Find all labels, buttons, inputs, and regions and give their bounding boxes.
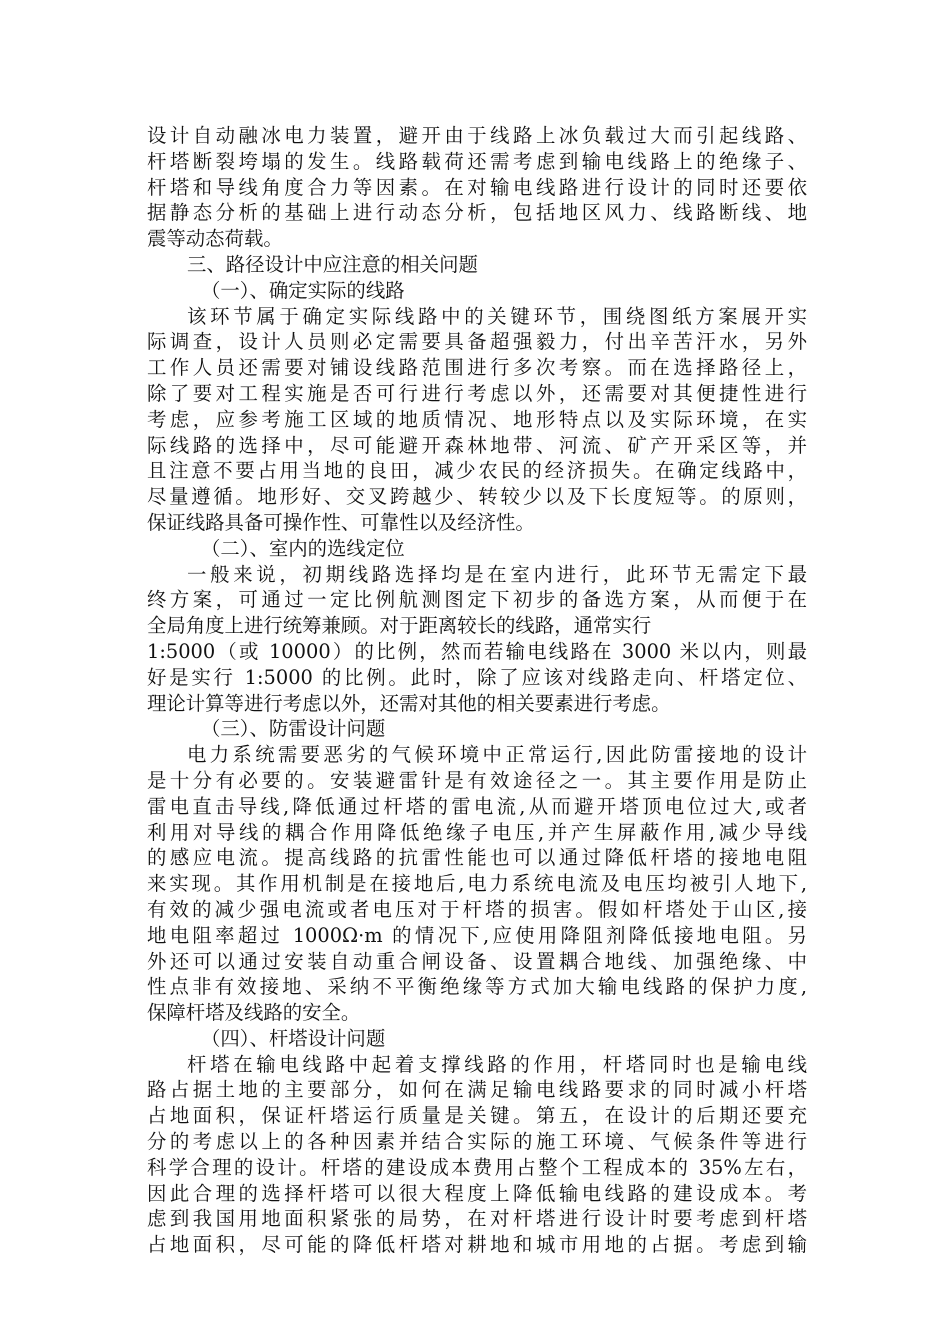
- text-line: 占地面积，保证杆塔运行质量是关键。第五，在设计的后期还要充: [147, 1104, 807, 1128]
- text-line: 理论计算等进行考虑以外，还需对其他的相关要素进行考虑。: [147, 691, 671, 715]
- text-line: 保障杆塔及线路的安全。: [147, 1001, 361, 1025]
- text-line: 电力系统需要恶劣的气候环境中正常运行,因此防雷接地的设计: [187, 743, 807, 767]
- text-line: 好是实行 1:5000 的比例。此时，除了应该对线路走向、杆塔定位、: [147, 665, 807, 689]
- section-heading: （二）、室内的选线定位: [201, 536, 405, 560]
- text-line: 占地面积，尽可能的降低杆塔对耕地和城市用地的占据。考虑到输: [147, 1233, 807, 1257]
- text-line: 除了要对工程实施是否可行进行考虑以外，还需要对其便捷性进行: [147, 381, 807, 405]
- text-line: 来实现。其作用机制是在接地后,电力系统电流及电压均被引人地下,: [147, 872, 807, 896]
- text-line: 虑到我国用地面积紧张的局势，在对杆塔进行设计时要考虑到杆塔: [147, 1207, 807, 1231]
- text-line: 科学合理的设计。杆塔的建设成本费用占整个工程成本的 35%左右，: [147, 1155, 807, 1179]
- section-heading: （三）、防雷设计问题: [201, 717, 386, 741]
- text-line: 利用对导线的耦合作用降低绝缘子电压,并产生屏蔽作用,减少导线: [147, 820, 807, 844]
- text-line: 震等动态荷载。: [147, 227, 283, 251]
- text-line: 路占据土地的主要部分，如何在满足输电线路要求的同时减小杆塔: [147, 1078, 807, 1102]
- text-line: 杆塔断裂垮塌的发生。线路载荷还需考虑到输电线路上的绝缘子、: [147, 149, 807, 173]
- section-heading: 三、路径设计中应注意的相关问题: [187, 252, 478, 276]
- text-line: 全局角度上进行统筹兼顾。对于距离较长的线路，通常实行: [147, 614, 652, 638]
- text-line: 该环节属于确定实际线路中的关键环节，围绕图纸方案展开实: [187, 304, 807, 328]
- text-line: 工作人员还需要对铺设线路范围进行多次考察。而在选择路径上，: [147, 356, 807, 380]
- text-line: 的感应电流。提高线路的抗雷性能也可以通过降低杆塔的接地电阻: [147, 846, 807, 870]
- text-line: 一般来说，初期线路选择均是在室内进行，此环节无需定下最: [187, 562, 807, 586]
- text-line: 际线路的选择中，尽可能避开森林地带、河流、矿产开采区等，并: [147, 433, 807, 457]
- text-line: 尽量遵循。地形好、交叉跨越少、转较少以及下长度短等。的原则，: [147, 485, 807, 509]
- text-line: 性点非有效接地、采纳不平衡绝缘等方式加大输电线路的保护力度,: [147, 975, 807, 999]
- text-line: 雷电直击导线,降低通过杆塔的雷电流,从而避开塔顶电位过大,或者: [147, 794, 807, 818]
- section-heading: （四）、杆塔设计问题: [201, 1026, 386, 1050]
- text-line: 分的考虑以上的各种因素并结合实际的施工环境、气候条件等进行: [147, 1130, 807, 1154]
- text-line: 保证线路具备可操作性、可靠性以及经济性。: [147, 510, 535, 534]
- document-body-text: [147, 123, 807, 1258]
- text-line: 际调查，设计人员则必定需要具备超强毅力，付出辛苦汗水，另外: [147, 330, 807, 354]
- text-line: 设计自动融冰电力装置，避开由于线路上冰负载过大而引起线路、: [147, 124, 807, 147]
- text-line: 考虑，应参考施工区域的地质情况、地形特点以及实际环境，在实: [147, 407, 807, 431]
- text-line: 地电阻率超过 1000Ω·m 的情况下,应使用降阻剂降低接地电阻。另: [147, 923, 807, 947]
- text-line: 外还可以通过安装自动重合闸设备、设置耦合地线、加强绝缘、中: [147, 949, 807, 973]
- text-line: 终方案，可通过一定比例航测图定下初步的备选方案，从而便于在: [147, 588, 807, 612]
- text-line: 杆塔在输电线路中起着支撑线路的作用，杆塔同时也是输电线: [187, 1052, 807, 1076]
- text-line: 有效的减少强电流或者电压对于杆塔的损害。假如杆塔处于山区,接: [147, 897, 807, 921]
- text-line: 因此合理的选择杆塔可以很大程度上降低输电线路的建设成本。考: [147, 1181, 807, 1205]
- text-line: 杆塔和导线角度合力等因素。在对输电线路进行设计的同时还要依: [147, 175, 807, 199]
- text-line: 是十分有必要的。安装避雷针是有效途径之一。其主要作用是防止: [147, 768, 807, 792]
- text-line: 且注意不要占用当地的良田，减少农民的经济损失。在确定线路中，: [147, 459, 807, 483]
- text-line: 1:5000（或 10000）的比例，然而若输电线路在 3000 米以内，则最: [147, 639, 807, 663]
- text-line: 据静态分析的基础上进行动态分析，包括地区风力、线路断线、地: [147, 201, 807, 225]
- section-heading: （一）、确定实际的线路: [201, 278, 405, 302]
